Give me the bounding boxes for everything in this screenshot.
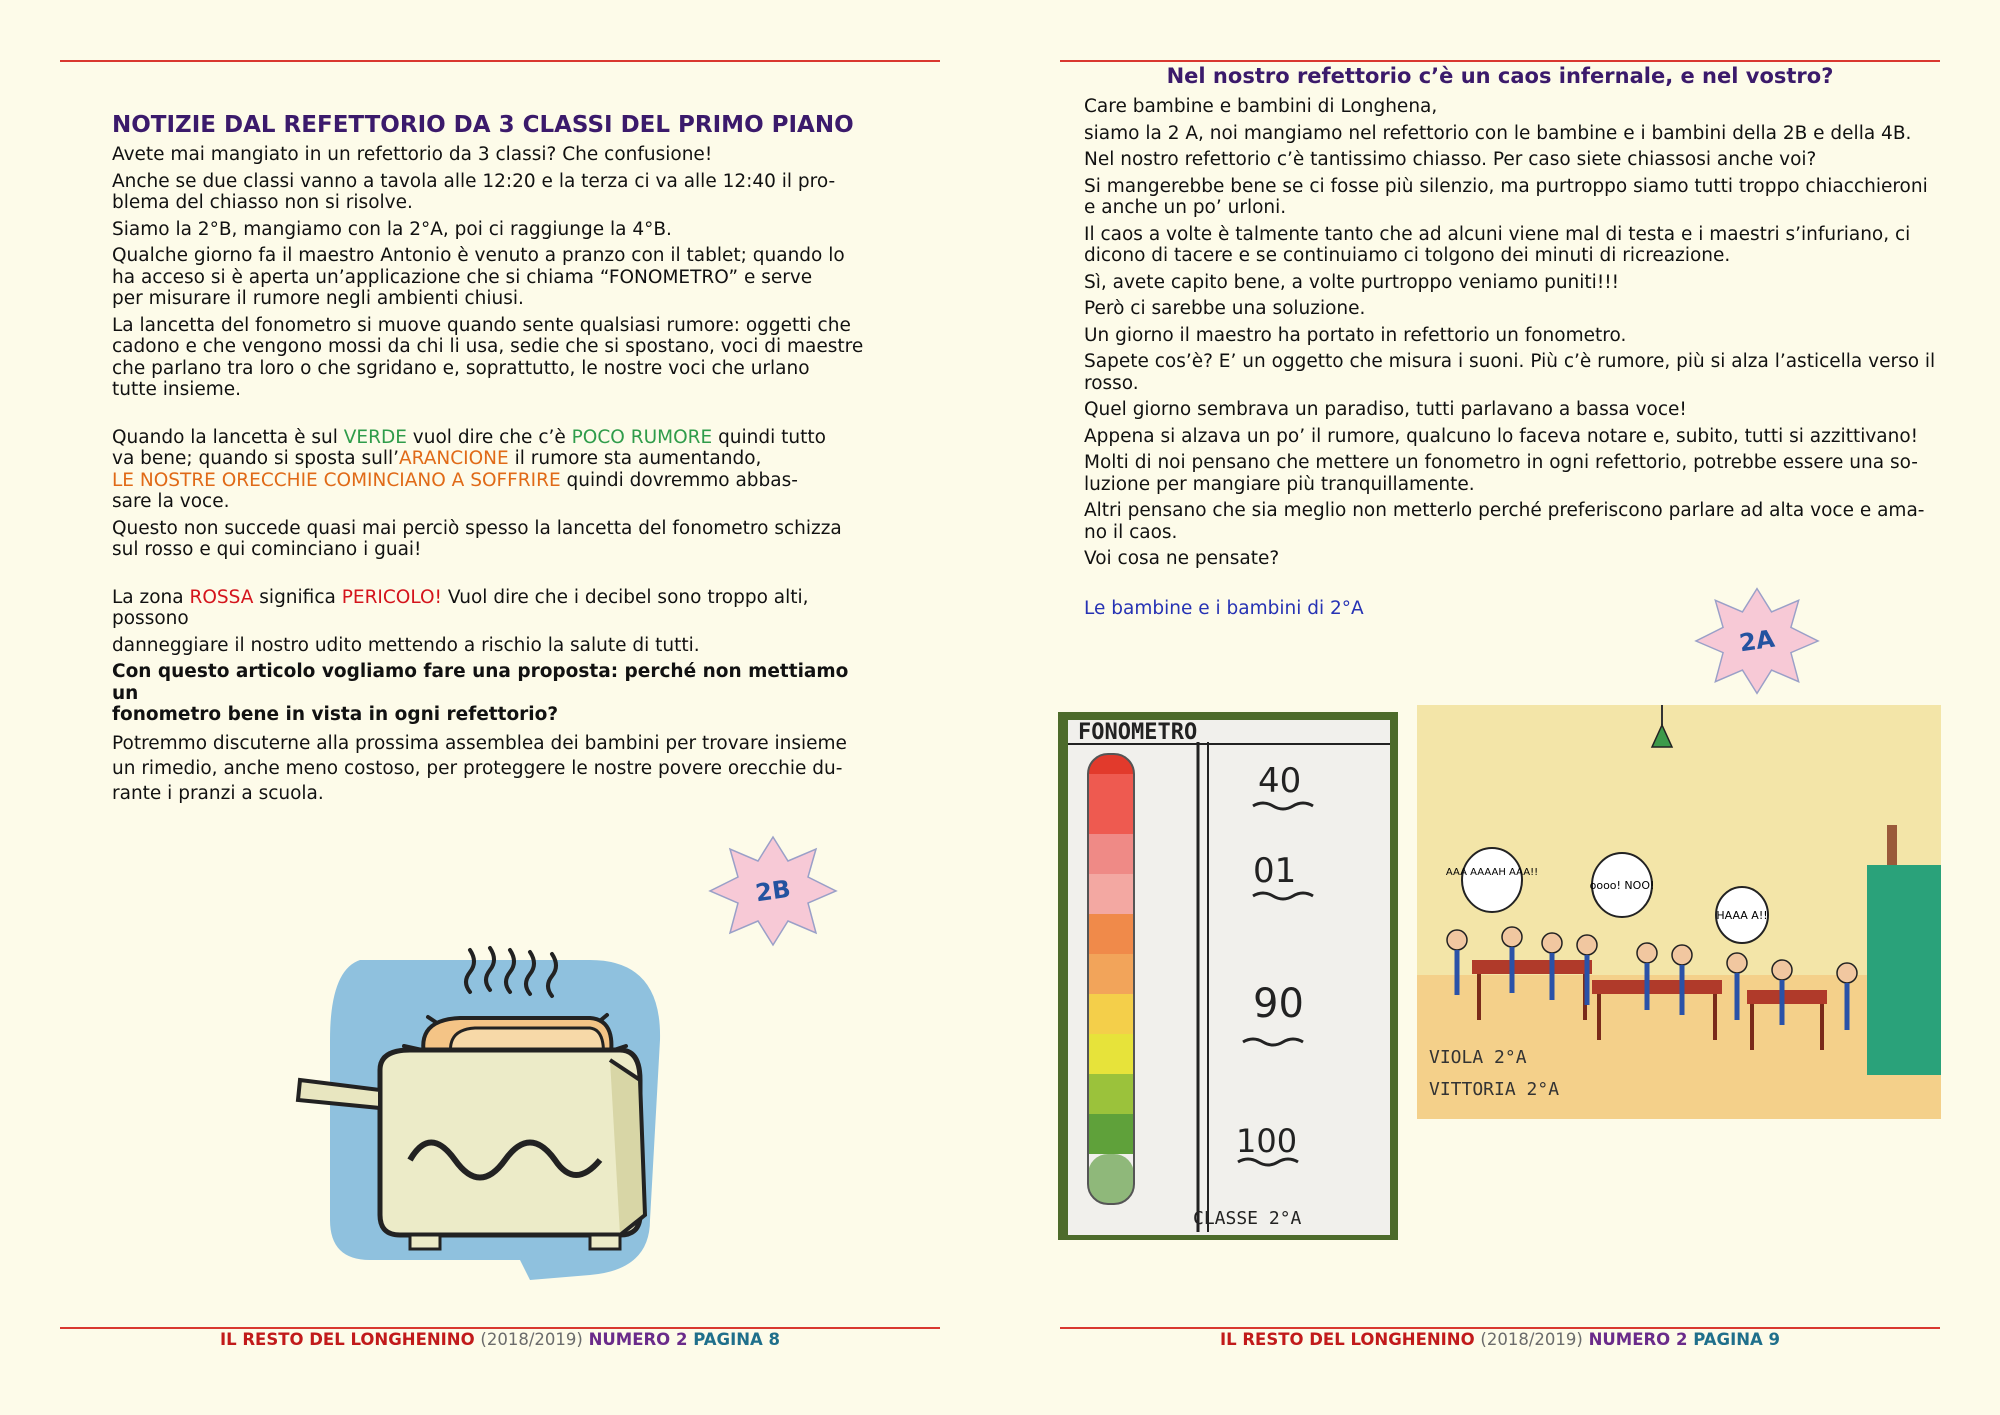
paragraph: Il caos a volte è talmente tanto che ad alcuni viene mal di testa e i maestri s’infuriano, ci dicono di tacere e se continuiamo ci tolgono dei minuti di ricreazione. bbox=[1084, 223, 1911, 266]
meter-value: 40 bbox=[1258, 761, 1302, 801]
paragraph: Un giorno il maestro ha portato in refettorio un fonometro. bbox=[1084, 324, 1627, 346]
paragraph: Altri pensano che sia meglio non metterlo perché preferiscono parlare ad alta voce e ama- no il caos. bbox=[1084, 500, 1925, 543]
page-label: PAGINA bbox=[693, 1330, 763, 1349]
page-number: 8 bbox=[768, 1330, 781, 1349]
fonometro-header: FONOMETRO bbox=[1078, 720, 1198, 745]
paragraph: Molti di noi pensano che mettere un fonometro in ogni refettorio, potrebbe essere una so- luzione per mangiare più tranquillamente. bbox=[1084, 452, 1918, 495]
paragraph: Qualche giorno fa il maestro Antonio è venuto a pranzo con il tablet; quando lo ha acceso si è aperta un’applicazione che si chiama “FONOMETRO” e serve per misurare il rumore negli ambienti chiusi. bbox=[112, 245, 845, 309]
toaster-illustration bbox=[290, 930, 710, 1300]
paragraph: Quel giorno sembrava un paradiso, tutti parlavano a bassa voce! bbox=[1084, 399, 1687, 420]
meter-value: 90 bbox=[1253, 981, 1304, 1027]
verde-word: VERDE bbox=[343, 426, 407, 448]
paragraph: Appena si alzava un po’ il rumore, qualcuno lo faceva notare e, subito, tutti si azzittivano! bbox=[1084, 425, 1919, 447]
poco-rumore-word: POCO RUMORE bbox=[571, 426, 713, 448]
speech-bubble bbox=[1716, 887, 1768, 943]
paragraph: Anche se due classi vanno a tavola alle 12:20 e la terza ci va alle 12:40 il pro- blema del chiasso non si risolve. bbox=[112, 170, 836, 213]
signature: Le bambine e i bambini di 2°A bbox=[1084, 597, 1364, 619]
class-badge-2b bbox=[708, 835, 838, 947]
paragraph: Nel nostro refettorio c’è tantissimo chiasso. Per caso siete chiassosi anche voi? bbox=[1084, 149, 1817, 170]
arancione-word: ARANCIONE bbox=[398, 448, 509, 469]
issue-number: 2 bbox=[675, 1330, 688, 1349]
right-article-body bbox=[1084, 96, 1954, 624]
issue-number: 2 bbox=[1675, 1330, 1688, 1349]
paragraph: Siamo la 2°B, mangiamo con la 2°A, poi ci raggiunge la 4°B. bbox=[112, 218, 672, 240]
svg-text:oooo! NOO!: oooo! NOO! bbox=[1589, 879, 1655, 892]
orecchie-phrase: LE NOSTRE ORECCHIE COMINCIANO A SOFFRIRE bbox=[112, 469, 561, 491]
paragraph: Sì, avete capito bene, a volte purtroppo veniamo puniti!!! bbox=[1084, 271, 1620, 293]
paragraph: Avete mai mangiato in un refettorio da 3 classi? Che confusione! bbox=[112, 144, 713, 165]
newspaper-name: IL RESTO DEL LONGHENINO bbox=[1219, 1330, 1475, 1349]
svg-text:HAAA A!!: HAAA A!! bbox=[1716, 909, 1768, 922]
class-badge-2a bbox=[1694, 585, 1820, 697]
paragraph: siamo la 2 A, noi mangiamo nel refettorio con le bambine e i bambini della 2B e della 4B. bbox=[1084, 122, 1912, 144]
school-year: (2018/2019) bbox=[1480, 1330, 1583, 1349]
speech-bubble bbox=[1590, 853, 1655, 917]
paragraph: danneggiare il nostro udito mettendo a rischio la salute di tutti. bbox=[112, 634, 700, 656]
paragraph: Voi cosa ne pensate? bbox=[1084, 548, 1280, 569]
top-rule-left bbox=[60, 60, 940, 62]
badge-label: 2A bbox=[1737, 624, 1777, 658]
paragraph: Però ci sarebbe una soluzione. bbox=[1084, 298, 1366, 319]
paragraph: Questo non succede quasi mai perciò spesso la lancetta del fonometro schizza sul rosso e qui cominciano i guai! bbox=[112, 517, 842, 560]
artist-name: VITTORIA 2°A bbox=[1429, 1079, 1560, 1100]
meter-value: 100 bbox=[1236, 1122, 1298, 1160]
newspaper-name: IL RESTO DEL LONGHENINO bbox=[219, 1330, 475, 1349]
left-article-body bbox=[112, 144, 872, 811]
issue-label: NUMERO bbox=[1588, 1330, 1671, 1349]
paragraph: Potremmo discuterne alla prossima assemblea dei bambini per trovare insieme un rimedio, anche meno costoso, per proteggere le nostre povere orecchie du- rante i pranzi a scuola. bbox=[112, 732, 847, 804]
footer-right bbox=[1060, 1330, 1940, 1349]
right-article-title: Nel nostro refettorio c’è un caos infernale, e nel vostro? bbox=[1166, 64, 1834, 88]
footer-left bbox=[60, 1330, 940, 1349]
paragraph: Quando la lancetta è sul VERDE vuol dire che c’è POCO RUMORE quindi tutto va bene; quando si sposta sull’ARANCIONE il rumore sta aumentando, LE NOSTRE ORECCHIE COMINCIANO A SOFFRIRE quindi dovremmo abbas- sare la voce. bbox=[112, 426, 826, 512]
children-drawing-photo bbox=[1417, 705, 1941, 1119]
bottom-rule-right bbox=[1060, 1327, 1940, 1329]
meter-value: 01 bbox=[1253, 851, 1297, 891]
fonometro-photo bbox=[1058, 712, 1398, 1240]
paragraph: Si mangerebbe bene se ci fosse più silenzio, ma purtroppo siamo tutti troppo chiacchieroni e anche un po’ urloni. bbox=[1084, 175, 1928, 218]
page-number: 9 bbox=[1768, 1330, 1781, 1349]
bottom-rule-left bbox=[60, 1327, 940, 1329]
top-rule-right bbox=[1060, 60, 1940, 62]
svg-text:AAA AAAAH AAA!!: AAA AAAAH AAA!! bbox=[1445, 867, 1539, 878]
left-article-title: NOTIZIE DAL REFETTORIO DA 3 CLASSI DEL PRIMO PIANO bbox=[112, 112, 854, 138]
badge-label: 2B bbox=[753, 874, 793, 908]
page-label: PAGINA bbox=[1693, 1330, 1763, 1349]
paragraph: Care bambine e bambini di Longhena, bbox=[1084, 96, 1438, 117]
paragraph: Sapete cos’è? E’ un oggetto che misura i suoni. Più c’è rumore, più si alza l’asticella verso il rosso. bbox=[1084, 351, 1936, 394]
proposal-paragraph: Con questo articolo vogliamo fare una proposta: perché non mettiamo un fonometro bene in vista in ogni refettorio? bbox=[112, 661, 849, 725]
rossa-word: ROSSA bbox=[189, 586, 254, 608]
pericolo-word: PERICOLO! bbox=[341, 586, 442, 608]
issue-label: NUMERO bbox=[588, 1330, 671, 1349]
artist-name: VIOLA 2°A bbox=[1429, 1047, 1527, 1068]
paragraph: La zona ROSSA significa PERICOLO! Vuol dire che i decibel sono troppo alti, possono bbox=[112, 586, 809, 629]
class-label: CLASSE 2°A bbox=[1193, 1208, 1302, 1229]
meter-bar bbox=[1088, 754, 1134, 1204]
paragraph: La lancetta del fonometro si muove quando sente qualsiasi rumore: oggetti che cadono e che vengono mossi da chi li usa, sedie che si spostano, voci di maestre che parlano tra loro o che sgridano e, soprattutto, le nostre voci che urlano tutte insieme. bbox=[112, 314, 864, 400]
school-year: (2018/2019) bbox=[480, 1330, 583, 1349]
